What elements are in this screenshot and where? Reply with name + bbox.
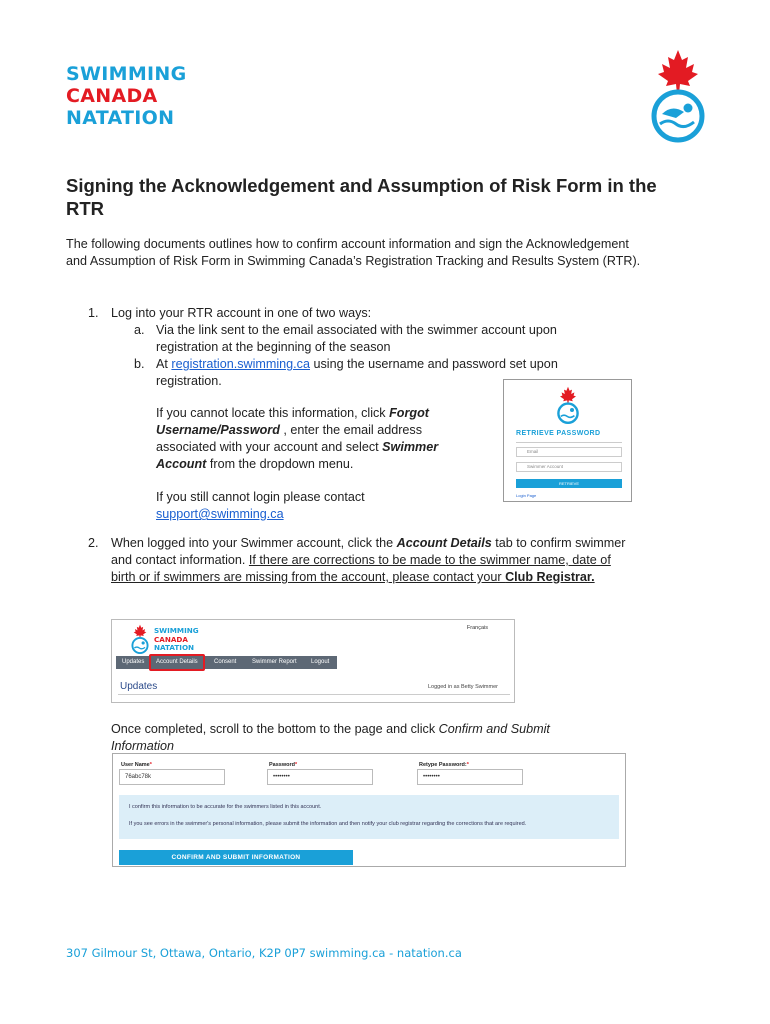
step-2-underlined: If there are corrections to be made to the swimmer name, date of birth or if swimmers are missing from the account, please contact your	[111, 553, 611, 584]
account-details-highlight	[149, 654, 205, 671]
contact-pre: If you still cannot login please contact	[156, 490, 365, 504]
retype-password-label-text: Retype Password:	[419, 762, 467, 768]
maple-leaf-swimmer-icon	[648, 48, 708, 143]
logged-in-status: Logged in as Betty Swimmer	[427, 684, 498, 690]
step-2-text	[111, 535, 631, 586]
forgot-username-password-label: Forgot Username/Password	[156, 406, 429, 437]
confirmation-statement: I confirm this information to be accurate for the swimmers listed in this account.	[129, 804, 322, 810]
step-1b-letter: b.	[134, 357, 145, 371]
retrieve-password-screenshot	[503, 379, 632, 502]
step-1a-text: Via the link sent to the email associated with the swimmer account upon registration at the beginning of the season	[156, 323, 557, 354]
confirm-submit-button[interactable]: CONFIRM AND SUBMIT INFORMATION	[119, 850, 353, 865]
confirm-submit-screenshot	[112, 753, 626, 867]
retype-password-input[interactable]: ••••••••	[417, 769, 523, 785]
account-type-select[interactable]: Swimmer Account	[516, 462, 622, 472]
forgot-pre: If you cannot locate this information, click	[156, 406, 390, 420]
retype-password-label: Retype Password:*	[419, 762, 469, 768]
page-title: Signing the Acknowledgement and Assumption of Risk Form in the RTR	[66, 175, 657, 219]
step-2-pre: When logged into your Swimmer account, click the	[111, 536, 397, 550]
account-details-label: Account Details	[396, 536, 492, 550]
logo-line-3: NATATION	[66, 107, 175, 129]
tab-logout[interactable]: Logout	[311, 659, 330, 665]
completion-instructions	[111, 721, 611, 755]
divider	[118, 694, 510, 695]
maple-leaf-swimmer-icon	[130, 624, 150, 654]
forgot-post: from the dropdown menu.	[206, 457, 354, 471]
mini-logo-line-3: NATATION	[154, 643, 195, 652]
logo-line-1: SWIMMING	[66, 63, 187, 85]
brand-logo	[66, 63, 187, 129]
completion-pre: Once completed, scroll to the bottom to the page and click	[111, 722, 439, 736]
mini-logo-text	[154, 627, 199, 653]
retrieve-password-title: RETRIEVE PASSWORD	[516, 430, 601, 437]
error-instruction: If you see errors in the swimmer's personal information, please submit the information and then notify your club registrar regarding the corrections that are required.	[129, 821, 527, 827]
step-2-mid: tab to confirm swimmer and contact information.	[111, 536, 626, 567]
user-name-input[interactable]: 76abc78k	[119, 769, 225, 785]
password-label: Password*	[269, 762, 298, 768]
mini-logo-line-2: CANADA	[154, 634, 188, 644]
club-registrar-label: Club Registrar.	[505, 570, 595, 584]
maple-leaf-swimmer-icon	[554, 386, 582, 424]
user-name-label-text: User Name	[121, 762, 150, 768]
updates-heading: Updates	[120, 681, 158, 692]
tab-consent[interactable]: Consent	[214, 659, 237, 665]
footer-address: 307 Gilmour St, Ottawa, Ontario, K2P 0P7 swimming.ca - natation.ca	[66, 946, 462, 960]
step-1b-post: using the username and password set upon registration.	[156, 357, 558, 388]
swimmer-account-label: Swimmer Account	[156, 440, 439, 471]
confirm-submit-label: Confirm and Submit Information	[111, 722, 550, 753]
tab-account-details[interactable]: Account Details	[156, 659, 198, 665]
divider	[516, 442, 622, 443]
language-toggle-link[interactable]: Français	[466, 625, 488, 631]
mini-logo-line-1: SWIMMING	[154, 626, 199, 635]
user-name-label: User Name*	[121, 762, 152, 768]
forgot-password-instructions	[156, 405, 476, 473]
password-label-text: Password	[269, 762, 295, 768]
password-input[interactable]: ••••••••	[267, 769, 373, 785]
step-2-number: 2.	[88, 536, 99, 550]
step-1b-pre: At	[156, 357, 172, 371]
support-contact	[156, 489, 476, 523]
login-page-link[interactable]: Login Page	[516, 493, 537, 498]
confirmation-info-box	[119, 795, 619, 839]
registration-link[interactable]: registration.swimming.ca	[171, 357, 310, 371]
tab-updates[interactable]: Updates	[122, 659, 145, 665]
tab-swimmer-report[interactable]: Swimmer Report	[252, 659, 297, 665]
step-1-text: Log into your RTR account in one of two ways:	[111, 306, 372, 320]
email-input[interactable]: Email	[516, 447, 622, 457]
intro-paragraph: The following documents outlines how to confirm account information and sign the Acknowledgement and Assumption of Risk Form in Swimming Canada’s Registration Tracking and Results System (RTR).	[66, 237, 641, 268]
logo-line-2: CANADA	[66, 85, 158, 107]
forgot-mid: , enter the email address associated with your account and select	[156, 423, 423, 454]
retrieve-button[interactable]: RETRIEVE	[516, 479, 622, 488]
step-1a-letter: a.	[134, 323, 145, 337]
account-details-screenshot	[111, 619, 515, 703]
support-email-link[interactable]: support@swimming.ca	[156, 507, 284, 521]
step-1-number: 1.	[88, 306, 99, 320]
